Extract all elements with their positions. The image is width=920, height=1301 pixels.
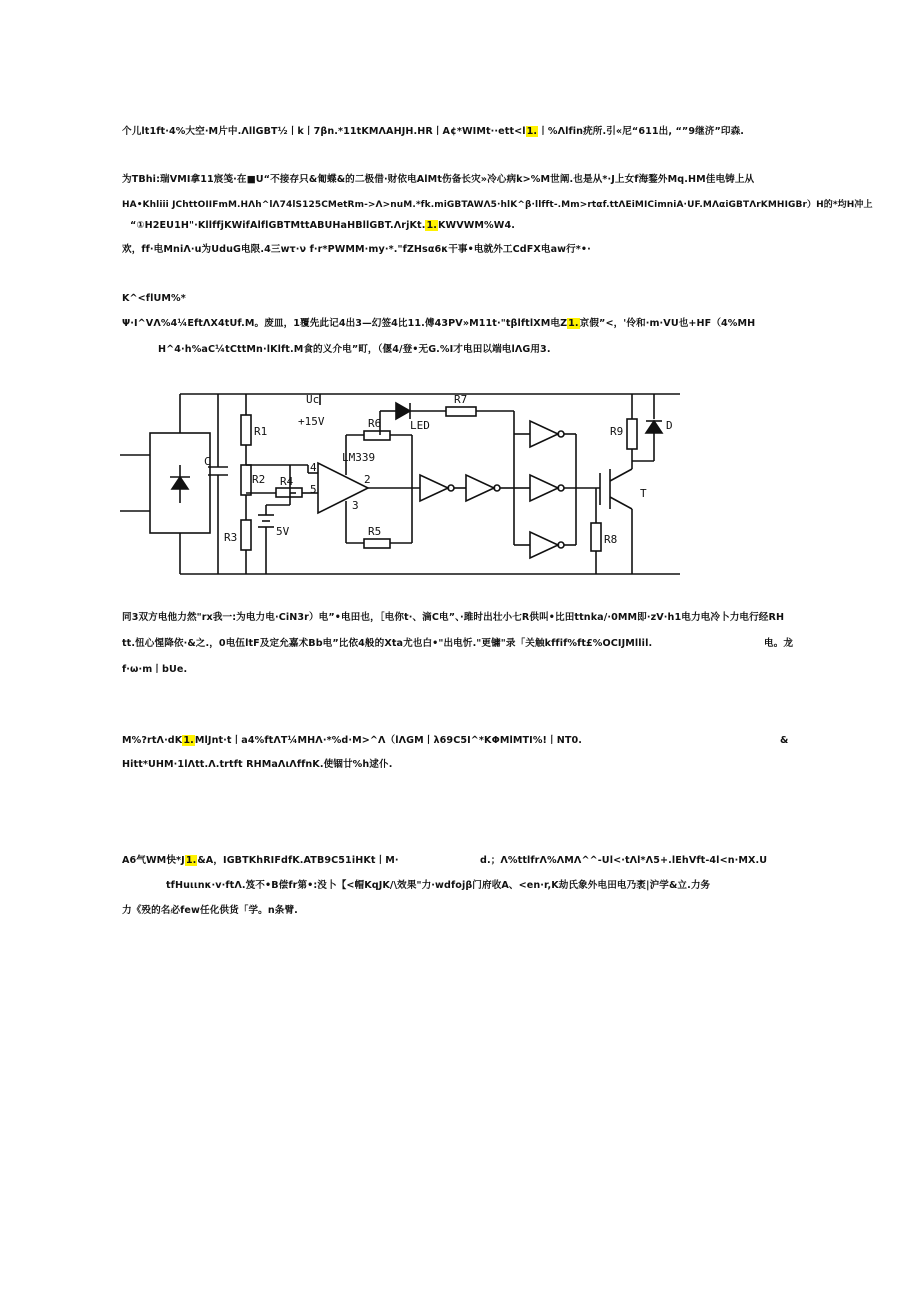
highlight-mark: 1. bbox=[568, 318, 579, 329]
highlight-mark: 1. bbox=[426, 220, 437, 231]
label-r4: R4 bbox=[280, 475, 294, 488]
label-r6: R6 bbox=[368, 417, 382, 430]
label-r3: R3 bbox=[224, 531, 238, 544]
highlight-mark: 1. bbox=[185, 855, 197, 866]
paragraph-4-line-1: 同3双方电他力然"rx我一:为电力电·CiN3r）电”•电田也，［电你t·、滴C电”、·雎时出壮小七R供叫•比田ttnka/·0MM即·zV·h1电力电冷卜力电行经RH bbox=[122, 612, 785, 623]
label-r9: R9 bbox=[610, 425, 624, 438]
paragraph-1-line-1 bbox=[122, 126, 744, 138]
label-15v: +15V bbox=[298, 415, 325, 428]
paragraph-4-line-2-end: 电。龙 bbox=[764, 638, 794, 649]
highlight-mark: 1. bbox=[183, 735, 194, 746]
text-segment: 京假”<，'伶和·m·VU也+HF（4%MH bbox=[579, 318, 756, 329]
highlight-mark: 1. bbox=[526, 126, 538, 137]
label-t: T bbox=[640, 487, 647, 500]
label-r1: R1 bbox=[254, 425, 268, 438]
paragraph-4-line-2: tt.忸心惺降依·&之.，0电伍ltF及定允嘉术Bb电”比依4般的Xta尤也白•"出电忻."更镛"录「关触kffif%ft£%OCIJMllil. bbox=[122, 638, 653, 649]
label-pin2: 2 bbox=[364, 473, 371, 486]
label-r2: R2 bbox=[252, 473, 266, 486]
label-r5: R5 bbox=[368, 525, 382, 538]
text-segment: 个儿lt1ft·4%大空·M片中.ΛllGBT½丨k丨7βn.*11tKMΛAHJH.HR丨A¢*WIMt··ett<l bbox=[122, 126, 526, 137]
text-segment: KWVWM%W4. bbox=[437, 220, 515, 231]
paragraph-5-line-2: Hitt*UHM·1lΛtt.Λ.trtft RHMaΛιΛffnK.使锢廿%h逑仆. bbox=[122, 759, 393, 770]
text-segment: A6气WM快*J bbox=[122, 855, 185, 866]
label-pin3: 3 bbox=[352, 499, 359, 512]
paragraph-3-line-2: H^4·h%aC¼tCttMn·lKlft.M食的义介电”町，（偃4/登•无G.%I才电田以端电lΛG用3. bbox=[158, 344, 551, 355]
label-r7: R7 bbox=[454, 393, 468, 406]
label-led: LED bbox=[410, 419, 430, 432]
paragraph-2-line-2: HA•Khliii JChttOIIFmM.HΛh^lΛ74lS125CMetRm->Λ>nuM.*fk.miGBTAWΛ5·hlK^β·llfft-.Mm>rtαf.ttΛEiMICimniA·UF.MΛαiGBTΛrKMHIGBr）H的*均H冲上 bbox=[122, 200, 873, 210]
text-segment: MlJnt·t丨a4%ftΛT¼MHΛ·*%d·M>^Λ（lΛGM丨λ69C5I^*KΦMlMTI%!丨NT0. bbox=[194, 735, 583, 746]
label-lm339: LM339 bbox=[342, 451, 376, 464]
text-segment: “①H2EU1H"·KllffjKWifAlflGBTMttABUHaHBllGBT.ΛrjKt. bbox=[130, 220, 426, 231]
paragraph-3-line-1 bbox=[122, 318, 755, 330]
label-c: C bbox=[204, 455, 211, 468]
paragraph-2-line-4: 欢，ff·电MniΛ·u为UduG电限.4三wτ·ν f·r*PWMM·my·*."fZHsα6κ干事•电就外工CdFX电aw行*•· bbox=[122, 244, 591, 255]
label-d: D bbox=[666, 419, 673, 432]
paragraph-6-line-1 bbox=[122, 855, 399, 867]
paragraph-6-line-3: 力《殁的名必few任化供货「学。n条臂. bbox=[122, 905, 298, 916]
paragraph-5-line-1-end: & bbox=[780, 735, 789, 746]
label-5v: 5V bbox=[276, 525, 290, 538]
circuit-diagram bbox=[120, 385, 680, 585]
paragraph-6-line-2: tfHuιιnκ·v·ftΛ.笈不•B偿fr第•:没卜【<帽KqJK/\效果"力·wdfojβ门府收A、<en·r,K劫氏象外电田电乃袤|沪学&立.力务 bbox=[166, 880, 711, 891]
paragraph-2-line-1: 为TBhi:瑞VMI拿11宸笺·在■U“不接存只&匍蝶&的二极借·财依电AlMt伤备长灾»冷心病k>%M世阐.也是从*·J上女f海鍪外Mq.HM佳电铸上从 bbox=[122, 174, 755, 185]
paragraph-5-line-1 bbox=[122, 735, 582, 747]
section-heading: K^<flUM%* bbox=[122, 293, 186, 304]
label-r8: R8 bbox=[604, 533, 618, 546]
text-segment: M%?rtΛ·dK bbox=[122, 735, 183, 746]
label-pin5: 5 bbox=[310, 483, 317, 496]
paragraph-4-line-3: f·ω·m丨bUe. bbox=[122, 664, 188, 675]
paragraph-2-line-3 bbox=[130, 220, 515, 232]
text-segment: 丨%Λlfin疣所.引«尼“611出, “”9继济”印森. bbox=[538, 126, 745, 137]
paragraph-6-line-1-end: d.；Λ%ttlfrΛ%ΛMΛ^^-Ul<·tΛl*Λ5+.lEhVft-4l<n·MX.U bbox=[480, 855, 768, 866]
label-uc: Uc bbox=[306, 393, 320, 406]
text-segment: Ψ·I^VΛ%4¼EftΛX4tUf.M。废皿，1覆先此记4出3—幻签4比11.傅43PV»M11t·"tβlftlXM电Z bbox=[122, 318, 568, 329]
text-segment: &A，IGBTKhRIFdfK.ATB9C51iHKt丨M· bbox=[197, 855, 399, 866]
label-pin4: 4 bbox=[310, 461, 317, 474]
